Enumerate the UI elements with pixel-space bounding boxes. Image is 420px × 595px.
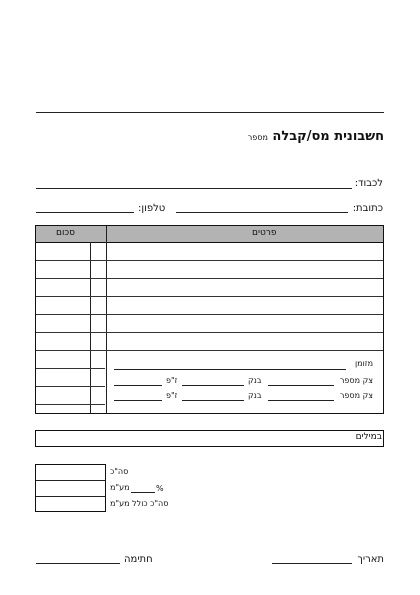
branch-label: ז"פ — [166, 391, 178, 400]
items-table — [35, 225, 384, 414]
table-row — [36, 278, 383, 279]
document-title — [248, 129, 384, 144]
table-row — [36, 368, 105, 369]
number-label: מספר — [247, 133, 268, 142]
signature-label: חתימה — [124, 554, 153, 565]
table-row — [36, 260, 383, 261]
branch-field[interactable] — [114, 385, 162, 386]
branch-field[interactable] — [114, 400, 162, 401]
totals-row-divider — [36, 496, 105, 497]
vat-percent-field[interactable] — [131, 492, 155, 493]
address-field[interactable] — [176, 212, 348, 213]
date-field[interactable] — [272, 563, 352, 564]
totals-box — [35, 464, 106, 512]
bank-field[interactable] — [182, 400, 244, 401]
check-label: צק מספר — [339, 391, 373, 400]
col-details-header: פרטים — [252, 228, 277, 238]
cash-field[interactable] — [114, 369, 346, 370]
check-number-field[interactable] — [268, 400, 334, 401]
table-row — [36, 404, 105, 405]
phone-field[interactable] — [36, 212, 134, 213]
bank-label: בנק — [248, 391, 262, 400]
percent-sign: % — [156, 484, 164, 493]
check-number-field[interactable] — [268, 385, 334, 386]
table-row — [36, 314, 383, 315]
in-words-box[interactable] — [35, 430, 384, 447]
table-row — [36, 386, 105, 387]
bank-field[interactable] — [182, 385, 244, 386]
signature-field[interactable] — [36, 563, 120, 564]
address-label: כתובת: — [352, 203, 383, 214]
section-divider — [36, 350, 383, 351]
phone-label: טלפון: — [138, 203, 166, 214]
table-row — [36, 332, 383, 333]
cash-label: מזומן — [355, 359, 373, 368]
totals-row-divider — [36, 480, 105, 481]
to-field[interactable] — [36, 188, 352, 189]
check-label: צק מספר — [339, 376, 373, 385]
date-label: תאריך — [357, 554, 384, 565]
top-rule — [36, 112, 384, 113]
bank-label: בנק — [248, 376, 262, 385]
subtotal-label: סה"כ — [110, 467, 129, 476]
total-label: סה"כ כולל מע"מ — [110, 499, 169, 508]
branch-label: ז"פ — [166, 376, 178, 385]
col-amount-header: סכום — [56, 228, 76, 238]
to-label: לכבוד: — [354, 178, 383, 189]
column-divider-cents — [90, 242, 91, 413]
table-header — [36, 226, 383, 243]
column-divider-main — [106, 226, 107, 413]
table-row — [36, 296, 383, 297]
title-text: חשבונית מס/קבלה — [272, 129, 384, 144]
vat-label: מע"מ — [110, 483, 130, 492]
in-words-label: במילים — [355, 432, 382, 442]
